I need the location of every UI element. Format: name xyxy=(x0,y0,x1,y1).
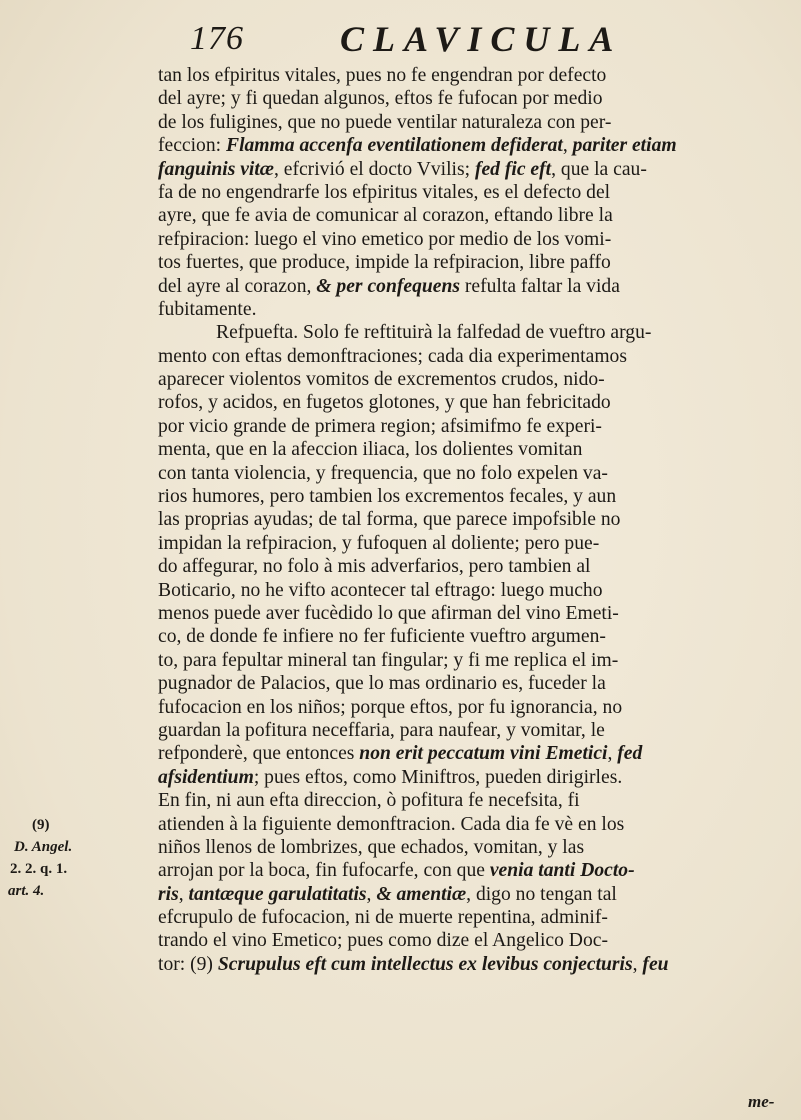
text-run: aparecer violentos vomitos de excrementos crudos, nido- xyxy=(158,369,605,391)
text-run: tan los efpiritus vitales, pues no fe engendran por defecto xyxy=(158,65,607,86)
text-line xyxy=(158,883,798,906)
text-run: ; pues eftos, como Miniftros, pueden dirigirles. xyxy=(253,766,623,788)
text-run: efcrupulo de fufocacion, ni de muerte repentina, adminif- xyxy=(158,907,608,929)
latin-phrase: non erit peccatum vini Emetici xyxy=(359,743,608,765)
text-run: fufocacion en los niños; porque eftos, por fu ignorancia, no xyxy=(158,696,623,718)
text-run: Boticario, no he vifto acontecer tal eftrago: luego mucho xyxy=(158,579,603,601)
text-run: En fin, ni aun efta direccion, ò pofitura fe necefsita, fi xyxy=(158,790,580,812)
text-run: niños llenos de lombrizes, que echados, vomitan, y las xyxy=(158,836,585,858)
text-run: do affegurar, no folo à mis adverfarios, pero tambien al xyxy=(158,556,591,578)
text-run: pugnador de Palacios, que lo mas ordinario es, fuceder la xyxy=(158,673,606,695)
text-run: tor: (9) xyxy=(158,953,218,975)
text-run: co, de donde fe infiere no fer fuficiente vueftro argumen- xyxy=(158,626,606,648)
latin-phrase: fanguinis vitæ xyxy=(158,158,274,180)
page-header xyxy=(190,16,750,62)
text-run: , xyxy=(178,883,189,905)
text-run: rios humores, pero tambien los excrementos fecales, y aun xyxy=(158,486,617,508)
latin-phrase: Flamma accenfa eventilationem defiderat xyxy=(226,135,563,157)
text-line xyxy=(158,438,798,461)
text-line xyxy=(158,696,798,719)
text-line xyxy=(158,719,798,742)
text-run: mento con eftas demonftraciones; cada dia experimentamos xyxy=(158,345,627,367)
text-line xyxy=(158,579,798,602)
latin-phrase: & per confequens xyxy=(316,275,460,297)
latin-phrase: pariter etiam xyxy=(572,135,677,157)
text-line xyxy=(158,649,798,672)
text-run: guardan la pofitura neceffaria, para naufear, y vomitar, le xyxy=(158,719,605,741)
text-line xyxy=(158,368,798,391)
text-run: , digo no tengan tal xyxy=(466,883,617,905)
latin-phrase: & amentiæ xyxy=(376,883,467,905)
text-line xyxy=(158,813,798,836)
text-run: rofos, y acidos, en fugetos glotones, y que han febricitado xyxy=(158,392,611,414)
text-run: to, para fepultar mineral tan fingular; y fi me replica el im- xyxy=(158,649,619,671)
text-line xyxy=(158,929,798,952)
text-run: Refpuefta. Solo fe reftituirà la falfedad de vueftro argu- xyxy=(216,322,652,344)
text-line xyxy=(158,906,798,929)
text-run: atienden à la figuiente demonftracion. Cada dia fe vè en los xyxy=(158,813,625,835)
text-run: , xyxy=(366,883,377,905)
text-run: fa de no engendrarfe los efpiritus vitales, es el defecto del xyxy=(158,181,611,203)
text-run: refponderè, que entonces xyxy=(158,743,360,765)
text-line xyxy=(158,87,798,110)
margin-note-line: art. 4. xyxy=(8,883,45,899)
text-line xyxy=(158,345,798,368)
latin-phrase: feu xyxy=(642,953,669,975)
running-title: CLAVICULA xyxy=(340,19,623,59)
text-line xyxy=(158,275,798,298)
text-run: con tanta violencia, y frequencia, que no folo expelen va- xyxy=(158,462,608,484)
text-run: , xyxy=(562,135,573,157)
text-run: menta, que en la afeccion iliaca, los dolientes vomitan xyxy=(158,439,583,461)
margin-note xyxy=(2,814,152,902)
margin-note-line: 2. 2. q. 1. xyxy=(10,861,68,877)
text-line xyxy=(158,555,798,578)
text-line xyxy=(158,859,798,882)
text-line xyxy=(158,485,798,508)
text-line xyxy=(158,251,798,274)
text-run: trando el vino Emetico; pues como dize el Angelico Doc- xyxy=(158,930,608,952)
text-run: arrojan por la boca, fin fufocarfe, con que xyxy=(158,860,490,882)
text-line xyxy=(158,953,798,976)
latin-phrase: fed xyxy=(617,743,643,765)
text-run: , xyxy=(632,953,643,975)
text-line xyxy=(158,298,798,321)
text-run: , efcrivió el docto Vvilis; xyxy=(273,158,475,180)
text-run: refulta faltar la vida xyxy=(459,275,620,297)
text-line xyxy=(158,415,798,438)
text-line xyxy=(158,204,798,227)
text-line xyxy=(158,742,798,765)
text-run: feccion: xyxy=(158,135,226,157)
text-run: , que la cau- xyxy=(551,158,647,180)
text-line xyxy=(158,508,798,531)
latin-phrase: venia tanti Docto- xyxy=(489,860,635,882)
text-line xyxy=(158,602,798,625)
text-line xyxy=(158,134,798,157)
margin-note-line: D. Angel. xyxy=(14,839,73,855)
text-run: , xyxy=(607,743,618,765)
latin-phrase: afsidentium xyxy=(158,766,254,788)
margin-note-ref: (9) xyxy=(32,817,50,833)
text-run: refpiracion: luego el vino emetico por medio de los vomi- xyxy=(158,228,612,250)
latin-phrase: tantæque garulatitatis xyxy=(188,883,367,905)
text-run: del ayre al corazon, xyxy=(158,275,317,297)
text-line xyxy=(158,625,798,648)
text-run: de los fuligines, que no puede ventilar naturaleza con per- xyxy=(158,111,612,133)
latin-phrase: Scrupulus eft cum intellectus ex levibus conjecturis xyxy=(217,953,633,975)
text-run: del ayre; y fi quedan algunos, eftos fe fufocan por medio xyxy=(158,88,603,110)
text-run: menos puede aver fucèdido lo que afirman del vino Emeti- xyxy=(158,602,619,624)
text-run: fubitamente. xyxy=(158,298,257,320)
text-line xyxy=(158,836,798,859)
text-run: impidan la refpiracion, y fufoquen al doliente; pero pue- xyxy=(158,532,600,554)
text-line xyxy=(158,111,798,134)
text-line xyxy=(158,64,798,87)
text-line xyxy=(158,672,798,695)
latin-phrase: ris xyxy=(158,883,179,905)
text-line xyxy=(158,158,798,181)
latin-phrase: fed fic eft xyxy=(474,158,552,180)
text-line xyxy=(158,181,798,204)
text-line xyxy=(158,228,798,251)
text-run: tos fuertes, que produce, impide la refpiracion, libre paffo xyxy=(158,252,611,274)
text-line xyxy=(158,532,798,555)
text-line xyxy=(158,462,798,485)
text-run: las proprias ayudas; de tal forma, que parece impofsible no xyxy=(158,509,621,531)
text-run: ayre, que fe avia de comunicar al corazon, eftando libre la xyxy=(158,205,613,227)
text-line xyxy=(158,789,798,812)
body-text xyxy=(158,64,798,976)
catchword: me- xyxy=(748,1092,775,1111)
page-number: 176 xyxy=(190,20,244,57)
text-line xyxy=(158,766,798,789)
text-run: por vicio grande de primera region; afsimifmo fe experi- xyxy=(158,415,602,437)
text-line xyxy=(158,391,798,414)
text-line xyxy=(158,321,798,344)
